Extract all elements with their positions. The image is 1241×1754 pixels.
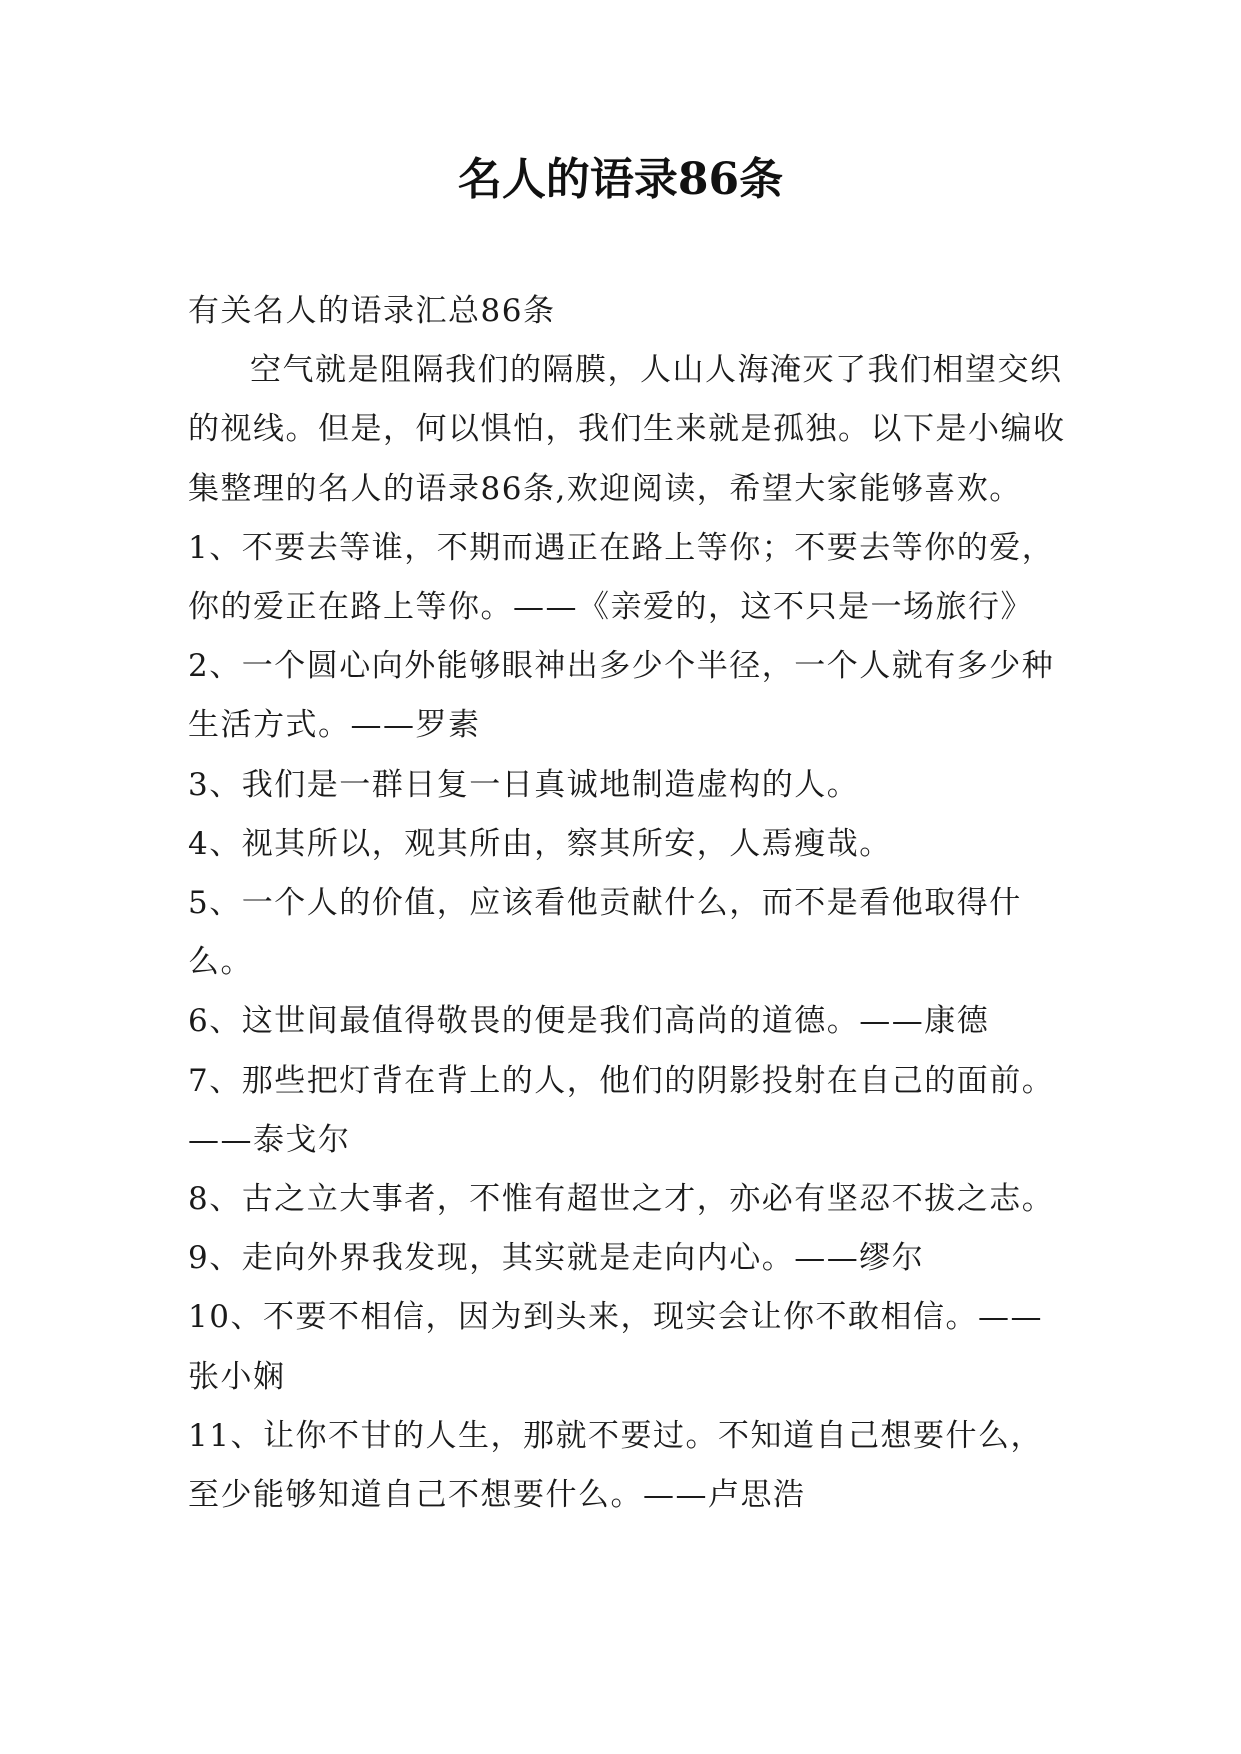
document-title: 名人的语录86条 [457, 154, 784, 205]
document-subtitle: 有关名人的语录汇总86条 [188, 293, 556, 329]
document-body [188, 282, 1068, 1525]
quote-item: 7、那些把灯背在背上的人，他们的阴影投射在自己的面前。——泰戈尔 [188, 1062, 1055, 1158]
quote-item: 5、一个人的价值，应该看他贡献什么，而不是看他取得什么。 [188, 885, 1022, 981]
quote-item: 6、这世间最值得敬畏的便是我们高尚的道德。——康德 [188, 1003, 990, 1040]
quote-item: 4、视其所以，观其所由，察其所安，人焉瘦哉。 [188, 825, 892, 862]
quote-item: 9、走向外界我发现，其实就是走向内心。——缪尔 [188, 1240, 925, 1277]
quote-item: 8、古之立大事者，不惟有超世之才，亦必有坚忍不拔之志。 [188, 1181, 1055, 1218]
intro-paragraph: 空气就是阻隔我们的隔膜，人山人海淹灭了我们相望交织的视线。但是，何以惧怕，我们生来就是孤独。以下是小编收集整理的名人的语录86条,欢迎阅读，希望大家能够喜欢。 [188, 352, 1066, 507]
quote-item: 3、我们是一群日复一日真诚地制造虚构的人。 [188, 766, 860, 803]
quote-item: 1、不要去等谁，不期而遇正在路上等你；不要去等你的爱，你的爱正在路上等你。——《亲爱的，这不只是一场旅行》 [188, 529, 1055, 626]
quote-item: 2、一个圆心向外能够眼神出多少个半径，一个人就有多少种生活方式。——罗素 [188, 648, 1055, 744]
quote-item: 11、让你不甘的人生，那就不要过。不知道自己想要什么，至少能够知道自己不想要什么。——卢思浩 [188, 1417, 1043, 1514]
quote-item: 10、不要不相信，因为到头来，现实会让你不敢相信。——张小娴 [188, 1299, 1043, 1395]
